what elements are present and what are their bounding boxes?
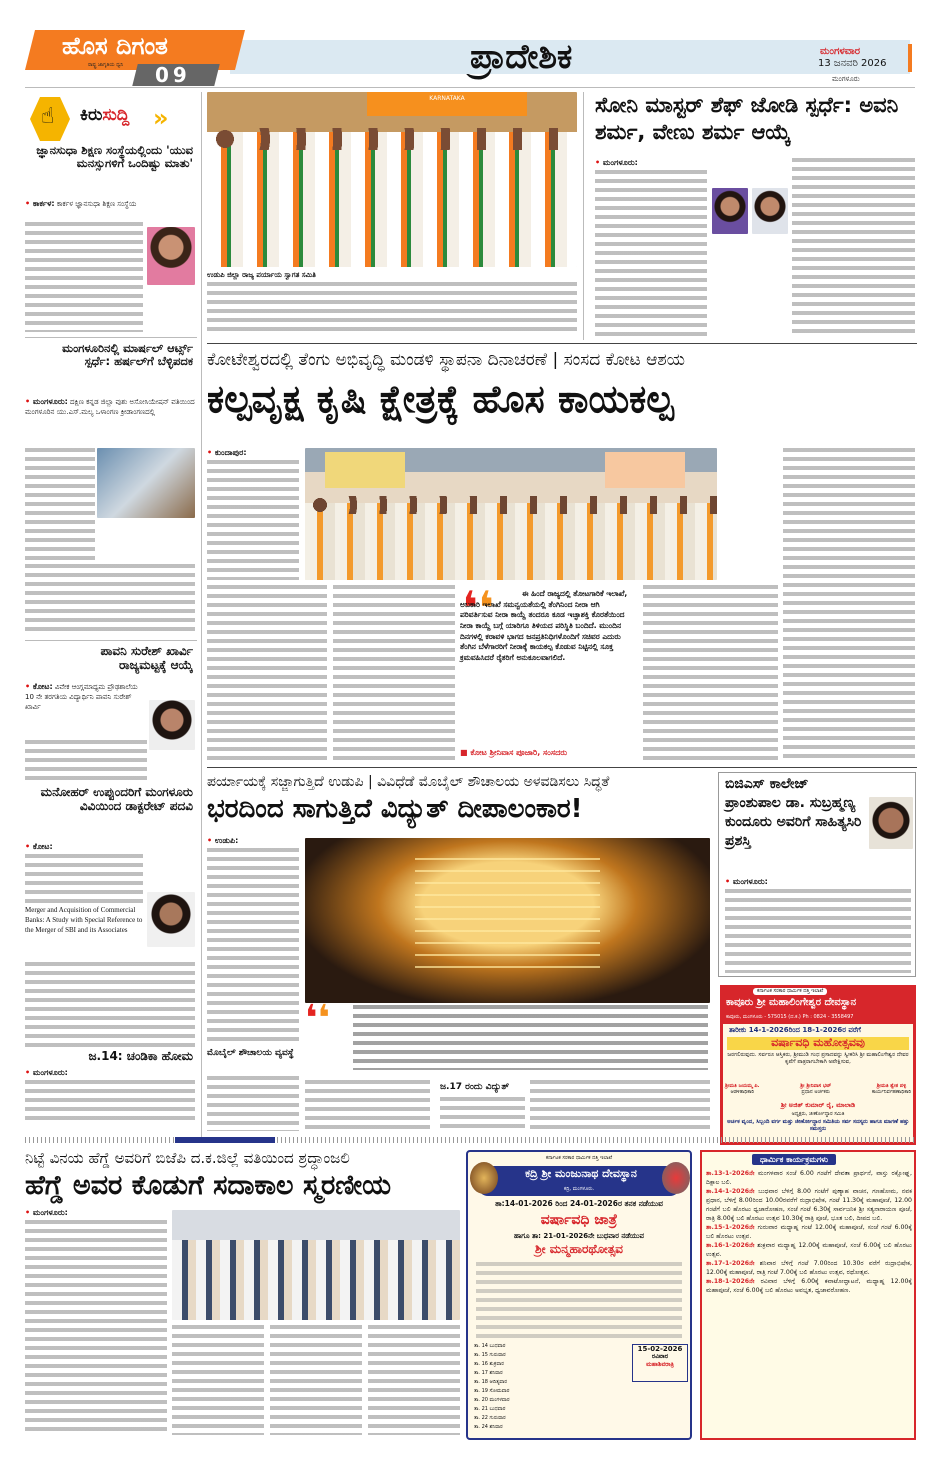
highlight-day: ರವಿವಾರ bbox=[651, 1353, 669, 1360]
ad-chair: ಶ್ರೀ ಅಜಿತ್ ಕುಮಾರ್ ರೈ, ಮಾಲಾಡಿ bbox=[780, 1101, 856, 1109]
award-person-photo bbox=[869, 797, 913, 849]
faces bbox=[207, 128, 577, 150]
story-body bbox=[25, 222, 143, 332]
student-photo bbox=[149, 700, 195, 750]
programme-date: ತಾ.17-1-2026ನೇ bbox=[706, 1259, 755, 1267]
ad-people bbox=[725, 1083, 911, 1095]
person-role: ಆಡಳಿತಾಧಿಕಾರಿ bbox=[730, 1089, 755, 1095]
column-divider bbox=[583, 92, 584, 340]
programme-date: ತಾ.15-1-2026ನೇ bbox=[706, 1223, 755, 1231]
hand-icon: ☝ bbox=[41, 104, 55, 129]
programme-text: ರವಿವಾರ ಬೆಳಿಗ್ಗೆ 6.00ಕ್ಕೆ ಕವಾಟೋದ್ಘಾಟನೆ, ಮಧ್ಯಾಹ್ನ 12.00ಕ್ಕೆ ಮಹಾಪೂಜೆ, ಸಂಜೆ 6.00ಕ್ಕೆ ಬಲಿ ಹೊರಟು ಅವಭೃತ, ಧ್ವಜಾವರೋಹಣ. bbox=[706, 1277, 913, 1294]
story-headline: ಮನೋಹರ್ ಉಪ್ಪುಂದರಿಗೆ ಮಂಗಳೂರು ವಿವಿಯಿಂದ ಡಾಕ್ಟರೇಟ್ ಪದವಿ bbox=[40, 785, 193, 813]
story-headline: ಜ್ಞಾನಸುಧಾ ಶಿಕ್ಷಣ ಸಂಸ್ಥೆಯಲ್ಲಿಂದು 'ಯುವ ಮನಸ್ಸುಗಳಿಗೆ ಒಂದಿಷ್ಟು ಮಾತು' bbox=[36, 143, 193, 171]
ad-top: ಕರ್ನಾಟಕ ಸರಕಾರ ಧಾರ್ಮಿಕ ದತ್ತಿ ಇಲಾಖೆ bbox=[545, 1155, 613, 1161]
section-rule bbox=[207, 767, 917, 768]
story-body bbox=[207, 848, 299, 1044]
quote-icon: ❛❛ bbox=[305, 998, 330, 1039]
second-headline: ಭರದಿಂದ ಸಾಗುತ್ತಿದೆ ವಿದ್ಯುತ್ ದೀಪಾಲಂಕಾರ! bbox=[207, 794, 583, 824]
schedule-item: ತಾ. 18 ಆದಿತ್ಯವಾರ bbox=[474, 1379, 508, 1385]
story-body bbox=[595, 170, 707, 338]
ad-footer: ಅರ್ಚಕ ವೃಂದ, ಸಿಬ್ಬಂದಿ ವರ್ಗ ಮತ್ತು ಜೀರ್ಣೋದ್ಧಾರ ಸಮಿತಿಯ ಸರ್ವ ಸದಸ್ಯರು ಹಾಗೂ ಮಾಗಣೆ ಹತ್ತು ಸಮಸ್ತರು bbox=[727, 1119, 909, 1132]
ad-title: ಕಾವೂರು ಶ್ರೀ ಮಹಾಲಿಂಗೇಶ್ವರ ದೇವಸ್ಥಾನ bbox=[726, 997, 857, 1008]
ad-event2: ಶ್ರೀ ಮನ್ಮಹಾರಥೋತ್ಸವ bbox=[535, 1242, 623, 1256]
story-body bbox=[25, 448, 95, 560]
story-body bbox=[207, 460, 299, 580]
story-body bbox=[25, 854, 143, 904]
story-body bbox=[25, 564, 195, 636]
programme-item bbox=[706, 1260, 912, 1278]
person-role: ಕಾರ್ಯನಿರ್ವಹಣಾಧಿಕಾರಿ bbox=[871, 1089, 911, 1095]
schedule-item: ತಾ. 15 ಗುರುವಾರ bbox=[474, 1352, 506, 1358]
person-name: ಶ್ರೀಮತಿ ಜಯಮ್ಮ ಪಿ. bbox=[725, 1083, 760, 1089]
programme-item bbox=[706, 1188, 912, 1224]
quote-author: ■ ಕೋಟ ಶ್ರೀನಿವಾಸ ಪೂಜಾರಿ, ಸಂಸದರು bbox=[460, 748, 568, 757]
ad-body: ಜರಗಲಿರುವುದು. ಸರ್ವರೂ ಆಸ್ತಿಕರು, ಶ್ರೀಮುಡಿ ಗಂಧ ಪ್ರಸಾದವನ್ನು ಸ್ವೀಕರಿಸಿ ಶ್ರೀ ಮಹಾಲಿಂಗೇಶ್ವರ ದೇವರ ಕೃಪೆಗೆ ಪಾತ್ರರಾಗಬೇಕಾಗಿ ಅಪೇಕ್ಷಿಸುವ, bbox=[727, 1052, 909, 1066]
programme-date: ತಾ.14-1-2026ನೇ bbox=[706, 1187, 755, 1195]
story-dateline: • ಕಾರ್ಕಳ: bbox=[25, 199, 55, 208]
bottom-headline: ಹೆಗ್ಡೆ ಅವರ ಕೊಡುಗೆ ಸದಾಕಾಲ ಸ್ಮರಣೀಯ bbox=[25, 1170, 392, 1201]
tribute-photo bbox=[172, 1210, 460, 1320]
story-dateline: • ಮಂಗಳೂರು: bbox=[25, 1208, 68, 1218]
schedule-item: ತಾ. 17 ಶನಿವಾರ bbox=[474, 1370, 503, 1376]
story-body bbox=[207, 1076, 299, 1131]
programme-item bbox=[706, 1170, 912, 1188]
ad-dates2: ಹಾಗೂ ತಾ: 21-01-2026ನೇ ಬುಧವಾರ ನಡೆಯುವ bbox=[513, 1232, 645, 1240]
story-dateline: • ಮಂಗಳೂರು: bbox=[25, 1068, 68, 1078]
story-lead: ದಕ್ಷಿಣ ಕನ್ನಡ ಜಿಲ್ಲಾ ವುಶು ಅಸೋಸಿಯೇಷನ್ ವತಿಯಿಂದ ಮಂಗಳೂರಿನ ಯು.ಎಸ್.ಮಲ್ಯ ಒಳಾಂಗಣ ಕ್ರೀಡಾಂಗಣದಲ್ಲಿ bbox=[25, 398, 195, 416]
story-body bbox=[440, 1097, 525, 1130]
programme-text: ಶುಕ್ರವಾರ ಮಧ್ಯಾಹ್ನ 12.00ಕ್ಕೆ ಮಹಾಪೂಜೆ, ಸಂಜೆ 6.00ಕ್ಕೆ ಬಲಿ ಹೊರಟು ಉತ್ಸವ. bbox=[706, 1241, 912, 1258]
attendees bbox=[172, 1240, 460, 1320]
header-rule bbox=[25, 87, 915, 88]
schedule-item: ತಾ. 16 ಶುಕ್ರವಾರ bbox=[474, 1361, 504, 1367]
story-body bbox=[305, 1080, 430, 1130]
ad-title: ಕದ್ರಿ ಶ್ರೀ ಮಂಜುನಾಥ ದೇವಸ್ಥಾನ bbox=[525, 1167, 637, 1180]
column-divider bbox=[201, 92, 202, 1137]
story-body bbox=[25, 1080, 195, 1125]
crowd bbox=[207, 132, 577, 267]
story-lead-line bbox=[25, 397, 195, 417]
contestant-photo bbox=[712, 188, 748, 234]
story-body bbox=[530, 1080, 710, 1130]
caption-lead: ಉಡುಪಿ ಜಿಲ್ಲಾ ರಾಜ್ಯ ಪರ್ಯಾಯ ಸ್ವಾಗತ ಸಮಿತಿ bbox=[207, 271, 316, 279]
ad-details bbox=[476, 1262, 682, 1338]
ad-top: ಕರ್ನಾಟಕ ಸರಕಾರ ಧಾರ್ಮಿಕ ದತ್ತಿ ಇಲಾಖೆ bbox=[753, 988, 827, 995]
caption-body bbox=[353, 1005, 708, 1070]
logo: ಹೊಸ ದಿಗಂತ bbox=[62, 32, 168, 60]
dotted-separator bbox=[25, 1137, 915, 1143]
ad-event: ವರ್ಷಾವಧಿ ಮಹೋತ್ಸವವು bbox=[727, 1037, 909, 1050]
person-photo bbox=[147, 892, 195, 947]
schedule-list bbox=[474, 1342, 629, 1432]
lead-kicker: ಕೋಟೇಶ್ವರದಲ್ಲಿ ತೆಂಗು ಅಭಿವೃದ್ಧಿ ಮಂಡಳಿ ಸ್ಥಾಪನಾ ದಿನಾಚರಣೆ | ಸಂಸದ ಕೋಟ ಆಶಯ bbox=[207, 350, 685, 370]
story-body bbox=[368, 1325, 460, 1435]
divider bbox=[25, 337, 197, 338]
person bbox=[872, 1083, 911, 1095]
shivaratri-box bbox=[632, 1344, 688, 1382]
bjp-event-photo bbox=[207, 92, 577, 267]
page-number: 09 bbox=[155, 63, 191, 87]
left-column bbox=[25, 92, 197, 1137]
brief-label-2: ಸುದ್ದಿ bbox=[102, 105, 130, 125]
quote-box bbox=[460, 581, 635, 761]
date: 13 ಜನವರಿ 2026 bbox=[818, 58, 887, 69]
ad-dates: ತಾರೀಕು 14-1-2026ರಿಂದ 18-1-2026ರ ವರೆಗೆ bbox=[729, 1026, 861, 1034]
ad-title: ಧಾರ್ಮಿಕ ಕಾರ್ಯಕ್ರಮಗಳು bbox=[752, 1154, 836, 1165]
second-kicker: ಪರ್ಯಾಯಕ್ಕೆ ಸಜ್ಜಾಗುತ್ತಿದೆ ಉಡುಪಿ | ವಿವಿಧೆಡೆ ಮೊಬೈಲ್ ಶೌಚಾಲಯ ಅಳವಡಿಸಲು ಸಿದ್ಧತೆ bbox=[207, 774, 610, 790]
story-dateline: • ಕುಂದಾಪುರ: bbox=[207, 448, 247, 458]
schedule-item: ತಾ. 21 ಬುಧವಾರ bbox=[474, 1406, 506, 1412]
programme-list bbox=[706, 1170, 912, 1296]
story-body bbox=[270, 1325, 362, 1435]
programme-item bbox=[706, 1224, 912, 1242]
schedule-item: ತಾ. 14 ಬುಧವಾರ bbox=[474, 1343, 506, 1349]
story-body bbox=[783, 448, 915, 760]
story-dateline: • ಕೋಟ: bbox=[25, 842, 53, 852]
logo-tagline: ರಾಷ್ಟ್ರ ಜಾಗೃತಿಯ ಧ್ವನಿ bbox=[88, 62, 124, 68]
religious-programmes-ad bbox=[700, 1150, 916, 1440]
person-name: ಶ್ರೀಮತಿ ಶ್ವೇತ ಪಳ್ಳಿ bbox=[876, 1083, 907, 1089]
section-title: ಪ್ರಾದೇಶಿಕ bbox=[470, 37, 573, 77]
programme-item bbox=[706, 1278, 912, 1296]
quote-text: ಈ ಹಿಂದೆ ರಾಜ್ಯದಲ್ಲಿ ತೋಟಗಾರಿಕೆ ಇಲಾಖೆ, ಅಬಕಾರಿ ಇಲಾಖೆ ಸಮನ್ವಯತೆಯಲ್ಲಿ ತೆಂಗಿನಿಂದ ನೀರಾ ಆಗಿ ಪರಿವರ್ತಿಸುವ ನೀರಾ ಕಾಯ್ದೆ ತಂದರೂ ಕೂಡ ಇಚ್ಛಾಶಕ್ತಿ ಕೊರತೆಯಿಂದ ನೀರಾ ಕಾಯ್ದೆ ಬಗ್ಗೆ ಯಾರಿಗೂ ತಿಳಿಯದ ಪರಿಸ್ಥಿತಿ ಬಂದಿದೆ. ಮುಂದಿನ ದಿನಗಳಲ್ಲಿ ಕರಾವಳಿ ಭಾಗದ ಜನಪ್ರತಿನಿಧಿಗಳೊಂದಿಗೆ ಸಚಿವರ ಎದುರು ತೆಂಗಿನ ಬೆಳೆಗಾರರಿಗೆ ನೀರಾಕ್ಕೆ ಕಾಯಕಲ್ಪ ಕೊಡುವ ನಿಟ್ಟಿನಲ್ಲಿ ಸೂಕ್ತ ಕ್ರಮವಹಿಸಿದರೆ ರೈತರಿಗೆ ಅನುಕೂಲವಾಗಲಿದೆ. bbox=[460, 589, 628, 662]
highlight-date: 15-02-2026 bbox=[637, 1345, 683, 1353]
side-headline: ಜ.17 ರಂದು ವಿದ್ಯುತ್ bbox=[440, 1082, 510, 1092]
brief-chevrons: » bbox=[153, 104, 169, 132]
photo-caption bbox=[207, 270, 577, 336]
story-lead: ವಿವೇಕ ಆಂಗ್ಲಮಾಧ್ಯಮ ಪ್ರೌಢಶಾಲೆಯ 10 ನೇ ತರಗತಿಯ ವಿದ್ಯಾರ್ಥಿನಿ ಪಾವನಿ ಸುರೇಶ್ ಖಾರ್ವಿ bbox=[25, 683, 138, 711]
kadri-temple-ad bbox=[466, 1150, 692, 1440]
story-headline: ಮಂಗಳೂರಿನಲ್ಲಿ ಮಾರ್ಷಲ್ ಆರ್ಟ್ಸ್ ಸ್ಪರ್ಧೆ: ಹರ್ಷಲ್‌ಗೆ ಬೆಳ್ಳಿಪದಕ bbox=[62, 341, 193, 369]
programme-text: ಬುಧವಾರ ಬೆಳಿಗ್ಗೆ 8.00 ಗಂಟೆಗೆ ಪುಣ್ಯಾಹ ವಾಚನ, ಗಣಹೋಮ, ನವಕ ಪ್ರಧಾನ, ಬೆಳಿಗ್ಗೆ 8.00ರಿಂದ 10.00ರವರೆಗೆ ರುದ್ರಾಭಿಷೇಕ, ಗಂಟೆ 11.30ಕ್ಕೆ ಮಹಾಪೂಜೆ, 12.00 ಗಂಟೆಗೆ ಬಲಿ ಹೊರಟು ಧ್ವಜಾರೋಹಣ, ಸಂಜೆ ಗಂಟೆ 6.30ಕ್ಕೆ ಸಾರ್ವಜನಿಕ ಶ್ರೀ ಸತ್ಯನಾರಾಯಣ ಪೂಜೆ, ರಾತ್ರಿ 8.00ಕ್ಕೆ ಬಲಿ ಹೊರಟು ಉತ್ಸವ 10.30ಕ್ಕೆ ರಾತ್ರಿ ಪೂಜೆ, ಭೂತ ಬಲಿ, ದೀಪದ ಬಲಿ. bbox=[706, 1187, 912, 1222]
award-headline: ಬಿಜಿಎಸ್ ಕಾಲೇಜ್ ಪ್ರಾಂಶುಪಾಲ ಡಾ. ಸುಬ್ರಹ್ಮಣ್ಯ ಕುಂದೂರು ಅವರಿಗೆ ಸಾಹಿತ್ಯಸಿರಿ ಪ್ರಶಸ್ತಿ bbox=[725, 776, 862, 849]
temple-lights-photo bbox=[305, 838, 710, 1003]
story-body bbox=[643, 585, 778, 760]
weekday: ಮಂಗಳವಾರ bbox=[820, 46, 861, 57]
faces bbox=[305, 496, 717, 514]
kavoor-temple-ad bbox=[720, 985, 916, 1145]
stage-banner bbox=[605, 452, 685, 488]
schedule-item: ತಾ. 24 ಶನಿವಾರ bbox=[474, 1424, 503, 1430]
programme-text: ಗುರುವಾರ ಮಧ್ಯಾಹ್ನ ಗಂಟೆ 12.00ಕ್ಕೆ ಮಹಾಪೂಜೆ, ಸಂಜೆ ಗಂಟೆ 6.00ಕ್ಕೆ ಬಲಿ ಹೊರಟು ಉತ್ಸವ. bbox=[706, 1223, 912, 1240]
award-box bbox=[718, 772, 916, 977]
photo-caption-quote bbox=[305, 998, 710, 1077]
accent-bar bbox=[908, 44, 912, 72]
divider bbox=[25, 640, 197, 641]
separator-accent bbox=[175, 1137, 275, 1143]
story-lead-line bbox=[25, 199, 195, 209]
schedule-item: ತಾ. 22 ಗುರುವಾರ bbox=[474, 1415, 506, 1421]
banner: KARNATAKA bbox=[367, 92, 527, 116]
ad-event: ವರ್ಷಾವಧಿ ಜಾತ್ರೆ bbox=[540, 1212, 618, 1228]
coconut-event-photo bbox=[305, 448, 717, 580]
person bbox=[800, 1083, 831, 1095]
guests bbox=[305, 503, 717, 580]
story-dateline: • ಕೋಟ: bbox=[25, 682, 53, 691]
ad-chair-role: ಅಧ್ಯಕ್ಷರು, ಜೀರ್ಣೋದ್ಧಾರ ಸಮಿತಿ bbox=[791, 1111, 845, 1117]
story-body bbox=[725, 889, 911, 973]
programme-text: ಮಂಗಳವಾರ ಸಂಜೆ 6.00 ಗಂಟೆಗೆ ದೇವತಾ ಪ್ರಾರ್ಥನೆ, ವಾಸ್ತು ರಕ್ಷೋಘ್ನ, ದಿಕ್ಪಾಲ ಬಲಿ. bbox=[706, 1170, 912, 1186]
story-dateline: • ಉಡುಪಿ: bbox=[207, 836, 238, 846]
story-body bbox=[25, 962, 195, 1047]
story-body bbox=[333, 585, 455, 760]
quote-icon: ❛❛ bbox=[462, 581, 494, 635]
story-body bbox=[792, 158, 915, 338]
story-dateline: • ಮಂಗಳೂರು: bbox=[725, 877, 768, 887]
programme-date: ತಾ.18-1-2026ನೇ bbox=[706, 1277, 755, 1285]
masterchef-headline: ಸೋನಿ ಮಾಸ್ಟರ್ ಶೆಫ್ ಜೋಡಿ ಸ್ಪರ್ಧೆ: ಅವನಿ ಶರ್ಮ, ವೇಣು ಶರ್ಮ ಆಯ್ಕೆ bbox=[595, 93, 899, 145]
story-lead: ಕಾರ್ಕಳ ಜ್ಞಾನಸುಧಾ ಶಿಕ್ಷಣ ಸಂಸ್ಥೆಯ bbox=[56, 200, 137, 208]
masthead bbox=[0, 0, 945, 90]
highlight-event: ಮಹಾಶಿವರಾತ್ರಿ bbox=[646, 1361, 674, 1368]
story-lead-line bbox=[25, 682, 147, 712]
contestant-photo bbox=[752, 188, 788, 234]
programme-date: ತಾ.13-1-2026ನೇ bbox=[706, 1170, 755, 1177]
brief-label-1: ಕಿರು bbox=[80, 105, 103, 125]
story-body bbox=[172, 1325, 264, 1435]
person-role: ಪ್ರಧಾನ ಅರ್ಚಕರು bbox=[801, 1089, 830, 1095]
schedule-item: ತಾ. 20 ಮಂಗಳವಾರ bbox=[474, 1397, 510, 1403]
story-body bbox=[25, 1220, 167, 1433]
story-body bbox=[25, 740, 147, 780]
edition: ಮಂಗಳೂರು bbox=[832, 75, 860, 83]
ad-dates: ತಾ:14-01-2026 ರಿಂದ 24-01-2026ರ ತನಕ ನಡೆಯುವ bbox=[495, 1199, 663, 1208]
schedule-item: ತಾ. 19 ಸೋಮವಾರ bbox=[474, 1388, 510, 1394]
programme-item bbox=[706, 1242, 912, 1260]
story-body bbox=[207, 585, 327, 760]
stage-banner bbox=[325, 452, 405, 488]
person bbox=[725, 1083, 760, 1095]
medal-photo bbox=[97, 448, 195, 518]
lead-headline: ಕಲ್ಪವೃಕ್ಷ ಕೃಷಿ ಕ್ಷೇತ್ರಕ್ಕೆ ಹೊಸ ಕಾಯಕಲ್ಪ bbox=[207, 377, 674, 421]
story-headline: ಜ.14: ಚಂಡಿಕಾ ಹೋಮ bbox=[88, 1049, 193, 1063]
section-rule bbox=[207, 343, 917, 344]
story-dateline: • ಮಂಗಳೂರು: bbox=[595, 158, 638, 168]
story-headline: ಪಾವನಿ ಸುರೇಶ್ ಖಾರ್ವಿ ರಾಜ್ಯಮಟ್ಟಕ್ಕೆ ಆಯ್ಕೆ bbox=[100, 644, 193, 672]
speaker-photo bbox=[147, 227, 195, 285]
bottom-kicker: ನಿಟ್ಟೆ ವಿನಯ ಹೆಗ್ಡೆ ಅವರಿಗೆ ಬಿಜೆಪಿ ದ.ಕ.ಜಿಲ್ಲೆ ವತಿಯಿಂದ ಶ್ರದ್ಧಾಂಜಲಿ bbox=[25, 1149, 350, 1167]
ad-place: ಕದ್ರಿ, ಮಂಗಳೂರು. bbox=[563, 1186, 595, 1192]
story-lead-english: Merger and Acquisition of Commercial Banks: A Study with Special Reference to the Merger of SBI and its Associates bbox=[25, 906, 143, 934]
programme-text: ಶನಿವಾರ ಬೆಳಿಗ್ಗೆ ಗಂಟೆ 7.00ರಿಂದ 10.30ರ ವರೆಗೆ ರುದ್ರಾಭಿಷೇಕ, 12.00ಕ್ಕೆ ಮಹಾಪೂಜೆ, ರಾತ್ರಿ ಗಂಟೆ 7.00ಕ್ಕೆ ಬಲಿ ಹೊರಟು ಉತ್ಸವ, ರಥೋತ್ಸವ. bbox=[706, 1259, 912, 1276]
ad-address: ಕಾವೂರು, ಮಂಗಳೂರು - 575015 (ದ.ಕ.) Ph : 0824 - 3558497 bbox=[726, 1014, 854, 1020]
story-dateline: • ಮಂಗಳೂರು: bbox=[25, 397, 68, 406]
quote-author-name: ಕೋಟ ಶ್ರೀನಿವಾಸ ಪೂಜಾರಿ, ಸಂಸದರು bbox=[470, 748, 568, 757]
caption-body bbox=[207, 282, 577, 334]
story-subhead: ಮೊಬೈಲ್ ಶೌಚಾಲಯ ವ್ಯವಸ್ಥೆ bbox=[207, 1048, 294, 1058]
lights bbox=[415, 858, 600, 978]
brief-label bbox=[80, 106, 129, 126]
person-name: ಶ್ರೀ ಶ್ರೀನಿವಾಸ ಭಟ್ bbox=[800, 1083, 832, 1089]
programme-date: ತಾ.16-1-2026ನೇ bbox=[706, 1241, 755, 1249]
